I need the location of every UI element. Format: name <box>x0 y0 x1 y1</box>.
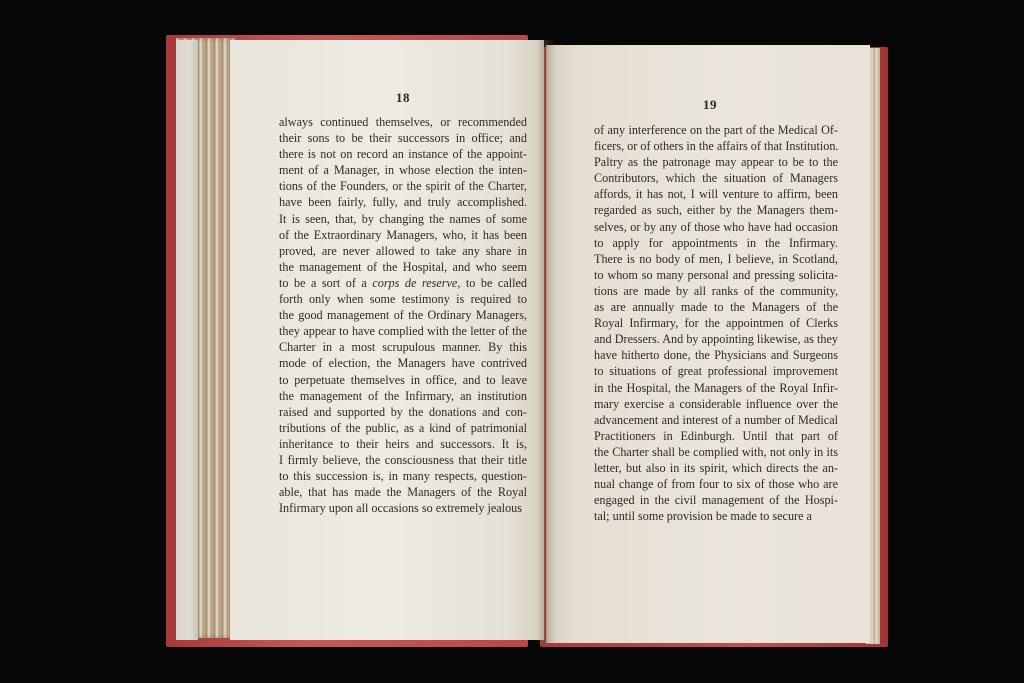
text-line: affords, it has not, I will venture to affirm, been <box>594 187 838 202</box>
text-line: in the Hospital, the Managers of the Royal Infir- <box>594 380 838 395</box>
right-page-text <box>594 122 838 524</box>
text-line: Charter in a most scrupulous manner. By this <box>279 340 527 355</box>
text-line: of any interference on the part of the Medical Of- <box>594 123 838 137</box>
flyleaf-edge <box>176 40 198 640</box>
text-line: tal; until some provision be made to secure a <box>594 509 812 524</box>
text-line: and Dressers. And by appointing likewise, as they <box>594 332 838 347</box>
text-line: Infirmary upon all occasions so extremely jealous <box>279 501 523 516</box>
text-line: advancement and interest of a number of Medical <box>594 412 838 427</box>
text-line: There is no body of men, I believe, in Scotland, <box>594 251 838 266</box>
text-line: Practitioners in Edinburgh. Until that part of <box>594 428 838 443</box>
book-gutter <box>536 40 556 644</box>
text-line: forth only when some testimony is required to <box>279 292 527 307</box>
text-line: mary exercise a considerable influence over the <box>594 396 838 411</box>
text-line: to be a sort of a corps de reserve, to be called <box>279 275 527 290</box>
text-line: mode of election, the Managers have contrived <box>279 356 527 371</box>
text-line: to this succession is, in many respects, question- <box>279 469 527 484</box>
text-line: inheritance to their heirs and successors. It is, <box>279 436 527 451</box>
text-line: there is not on record an instance of the appoint- <box>279 147 527 162</box>
text-line: letter, but also in its spirit, which directs the an- <box>594 460 838 475</box>
text-line: engaged in the civil management of the Hospi- <box>594 493 838 508</box>
text-line: raised and supported by the donations and con- <box>279 404 527 419</box>
text-line: regarded as such, either by the Managers them- <box>594 203 838 218</box>
text-line: they appear to have complied with the letter of the <box>279 324 527 339</box>
text-line: tributions of the public, as a kind of patrimonial <box>279 420 527 435</box>
right-page <box>546 45 870 643</box>
text-line: of the Extraordinary Managers, who, it has been <box>279 227 527 242</box>
text-line: always continued themselves, or recommended <box>279 115 527 129</box>
text-line: It is seen, that, by changing the names of some <box>279 211 527 226</box>
text-line: the good management of the Ordinary Managers, <box>279 308 527 323</box>
text-line: the management of the Infirmary, an institution <box>279 388 527 403</box>
text-line: their sons to be their successors in office; and <box>279 131 527 146</box>
text-line: able, that has made the Managers of the Royal <box>279 485 527 500</box>
text-line: to situations of great professional improvement <box>594 364 838 379</box>
text-line: to apply for appointments in the Infirmary. <box>594 235 838 250</box>
text-line: nual change of from four to six of those who are <box>594 477 838 492</box>
text-line: the management of the Hospital, and who seem <box>279 259 527 274</box>
text-line: I firmly believe, the consciousness that their title <box>279 452 527 467</box>
text-line: to perpetuate themselves in office, and to leave <box>279 372 527 387</box>
text-line: ment of a Manager, in whose election the inten- <box>279 163 527 178</box>
left-page-text <box>279 114 527 516</box>
text-line: Royal Infirmary, for the appointmen of Clerks <box>594 316 838 331</box>
text-line: have been fairly, fully, and truly accomplished. <box>279 195 527 210</box>
text-line: have hitherto done, the Physicians and Surgeons <box>594 348 838 363</box>
text-line: the Charter shall be complied with, not only in its <box>594 444 838 459</box>
text-line: as are annually made to the Managers of the <box>594 300 838 315</box>
left-page <box>230 40 544 640</box>
text-line: Paltry as the patronage may appear to be to the <box>594 155 838 170</box>
text-line: ficers, or of others in the affairs of that Institution. <box>594 139 838 154</box>
left-page-number: 18 <box>396 90 410 105</box>
text-line: tions are made by all ranks of the community, <box>594 283 838 298</box>
text-line: to whom so many personal and pressing solicita- <box>594 267 838 282</box>
right-page-number: 19 <box>703 97 717 112</box>
text-line: proved, are never allowed to take any share in <box>279 243 527 258</box>
text-line: selves, or by any of those who have had occasion <box>594 219 838 234</box>
italic-phrase: corps de reserve <box>372 275 458 290</box>
text-line: Contributors, which the situation of Managers <box>594 171 838 186</box>
text-line: tions of the Founders, or the spirit of the Charter, <box>279 179 527 194</box>
